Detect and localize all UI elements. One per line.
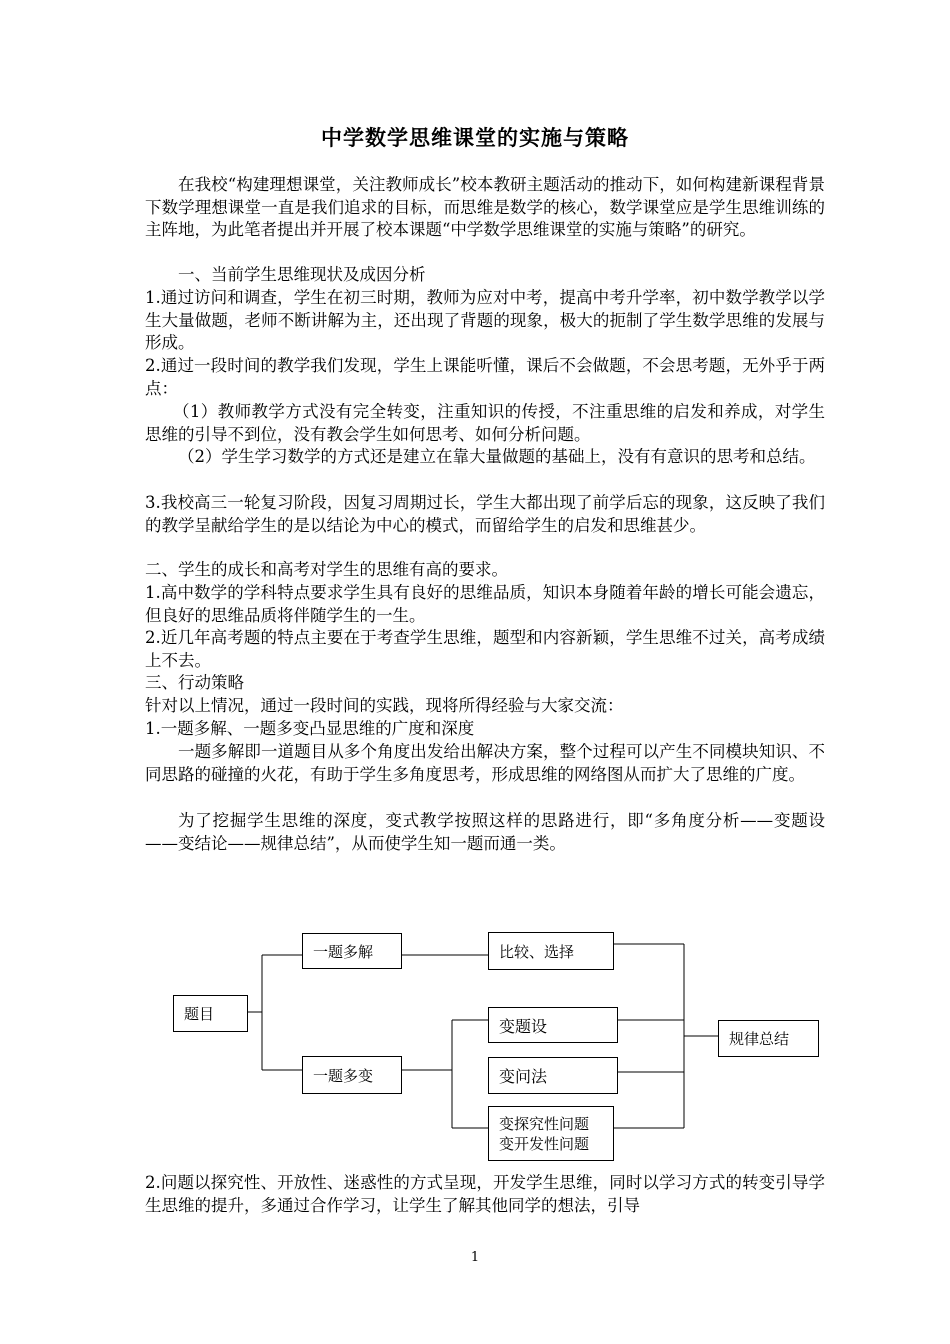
section-3-lead: 针对以上情况，通过一段时间的实践，现将所得经验与大家交流： xyxy=(145,696,624,715)
section-3-heading: 三、行动策略 xyxy=(145,673,244,692)
section-1-item-3: 3.我校高三一轮复习阶段，因复习周期过长，学生大都出现了前学后忘的现象，这反映了我们的教学呈献给学生的是以结论为中心的模式，而留给学生的启发和思维甚少。 xyxy=(145,493,825,535)
section-2-heading: 二、学生的成长和高考对学生的思维有高的要求。 xyxy=(145,560,508,579)
section-2-item-2: 2.近几年高考题的特点主要在于考查学生思维，题型和内容新颖，学生思维不过关，高考成绩上不去。 xyxy=(145,628,825,670)
diagram-node-summary: 规律总结 xyxy=(718,1020,819,1057)
section-3-item-1a: 一题多解即一道题目从多个角度出发给出解决方案，整个过程可以产生不同模块知识、不同思路的碰撞的火花，有助于学生多角度思考，形成思维的网络图从而扩大了思维的广度。 xyxy=(145,742,825,784)
diagram-explore-line-2: 变开发性问题 xyxy=(499,1134,590,1153)
section-1-item-2b: （2）学生学习数学的方式还是建立在靠大量做题的基础上，没有有意识的思考和总结。 xyxy=(178,447,816,466)
intro-paragraph: 在我校“构建理想课堂，关注教师成长”校本教研主题活动的推动下，如何构建新课程背景下数学理想课堂一直是我们追求的目标，而思维是数学的核心，数学课堂应是学生思维训练的主阵地，为此笔者提出并开展了校本课题“中学数学思维课堂的实施与策略”的研究。 xyxy=(145,175,825,240)
diagram-node-compare: 比较、选择 xyxy=(488,932,614,970)
diagram-node-explore xyxy=(488,1106,614,1161)
section-1-item-2a: （1）教师教学方式没有完全转变，注重知识的传授，不注重思维的启发和养成，对学生思维的引导不到位，没有教会学生如何思考、如何分析问题。 xyxy=(145,402,825,444)
diagram-node-root: 题目 xyxy=(173,995,248,1032)
section-1-item-2: 2.通过一段时间的教学我们发现，学生上课能听懂，课后不会做题，不会思考题，无外乎于两点： xyxy=(145,356,825,398)
section-3-item-2: 2.问题以探究性、开放性、迷惑性的方式呈现，开发学生思维，同时以学习方式的转变引导学生思维的提升，多通过合作学习，让学生了解其他同学的想法，引导 xyxy=(145,1173,825,1215)
section-1-item-1: 1.通过访问和调查，学生在初三时期，教师为应对中考，提高中考升学率，初中数学教学以学生大量做题，老师不断讲解为主，还出现了背题的现象，极大的扼制了学生数学思维的发展与形成。 xyxy=(145,288,825,353)
diagram-node-multi-variation: 一题多变 xyxy=(302,1056,402,1094)
diagram-explore-line-1: 变探究性问题 xyxy=(499,1114,590,1133)
page-number: 1 xyxy=(470,1250,480,1265)
section-3-item-1b: 为了挖掘学生思维的深度，变式教学按照这样的思路进行，即“多角度分析——变题设——变结论——规律总结”，从而使学生知一题而通一类。 xyxy=(145,811,825,853)
section-2-item-1: 1.高中数学的学科特点要求学生具有良好的思维品质，知识本身随着年龄的增长可能会遗忘，但良好的思维品质将伴随学生的一生。 xyxy=(145,583,825,625)
document-title: 中学数学思维课堂的实施与策略 xyxy=(321,125,629,150)
diagram-node-multi-solution: 一题多解 xyxy=(302,933,402,969)
diagram-node-change-question: 变问法 xyxy=(488,1057,618,1094)
diagram-node-change-condition: 变题设 xyxy=(488,1007,618,1043)
section-1-heading: 一、当前学生思维现状及成因分析 xyxy=(178,265,426,284)
section-3-item-1: 1.一题多解、一题多变凸显思维的广度和深度 xyxy=(145,719,475,738)
